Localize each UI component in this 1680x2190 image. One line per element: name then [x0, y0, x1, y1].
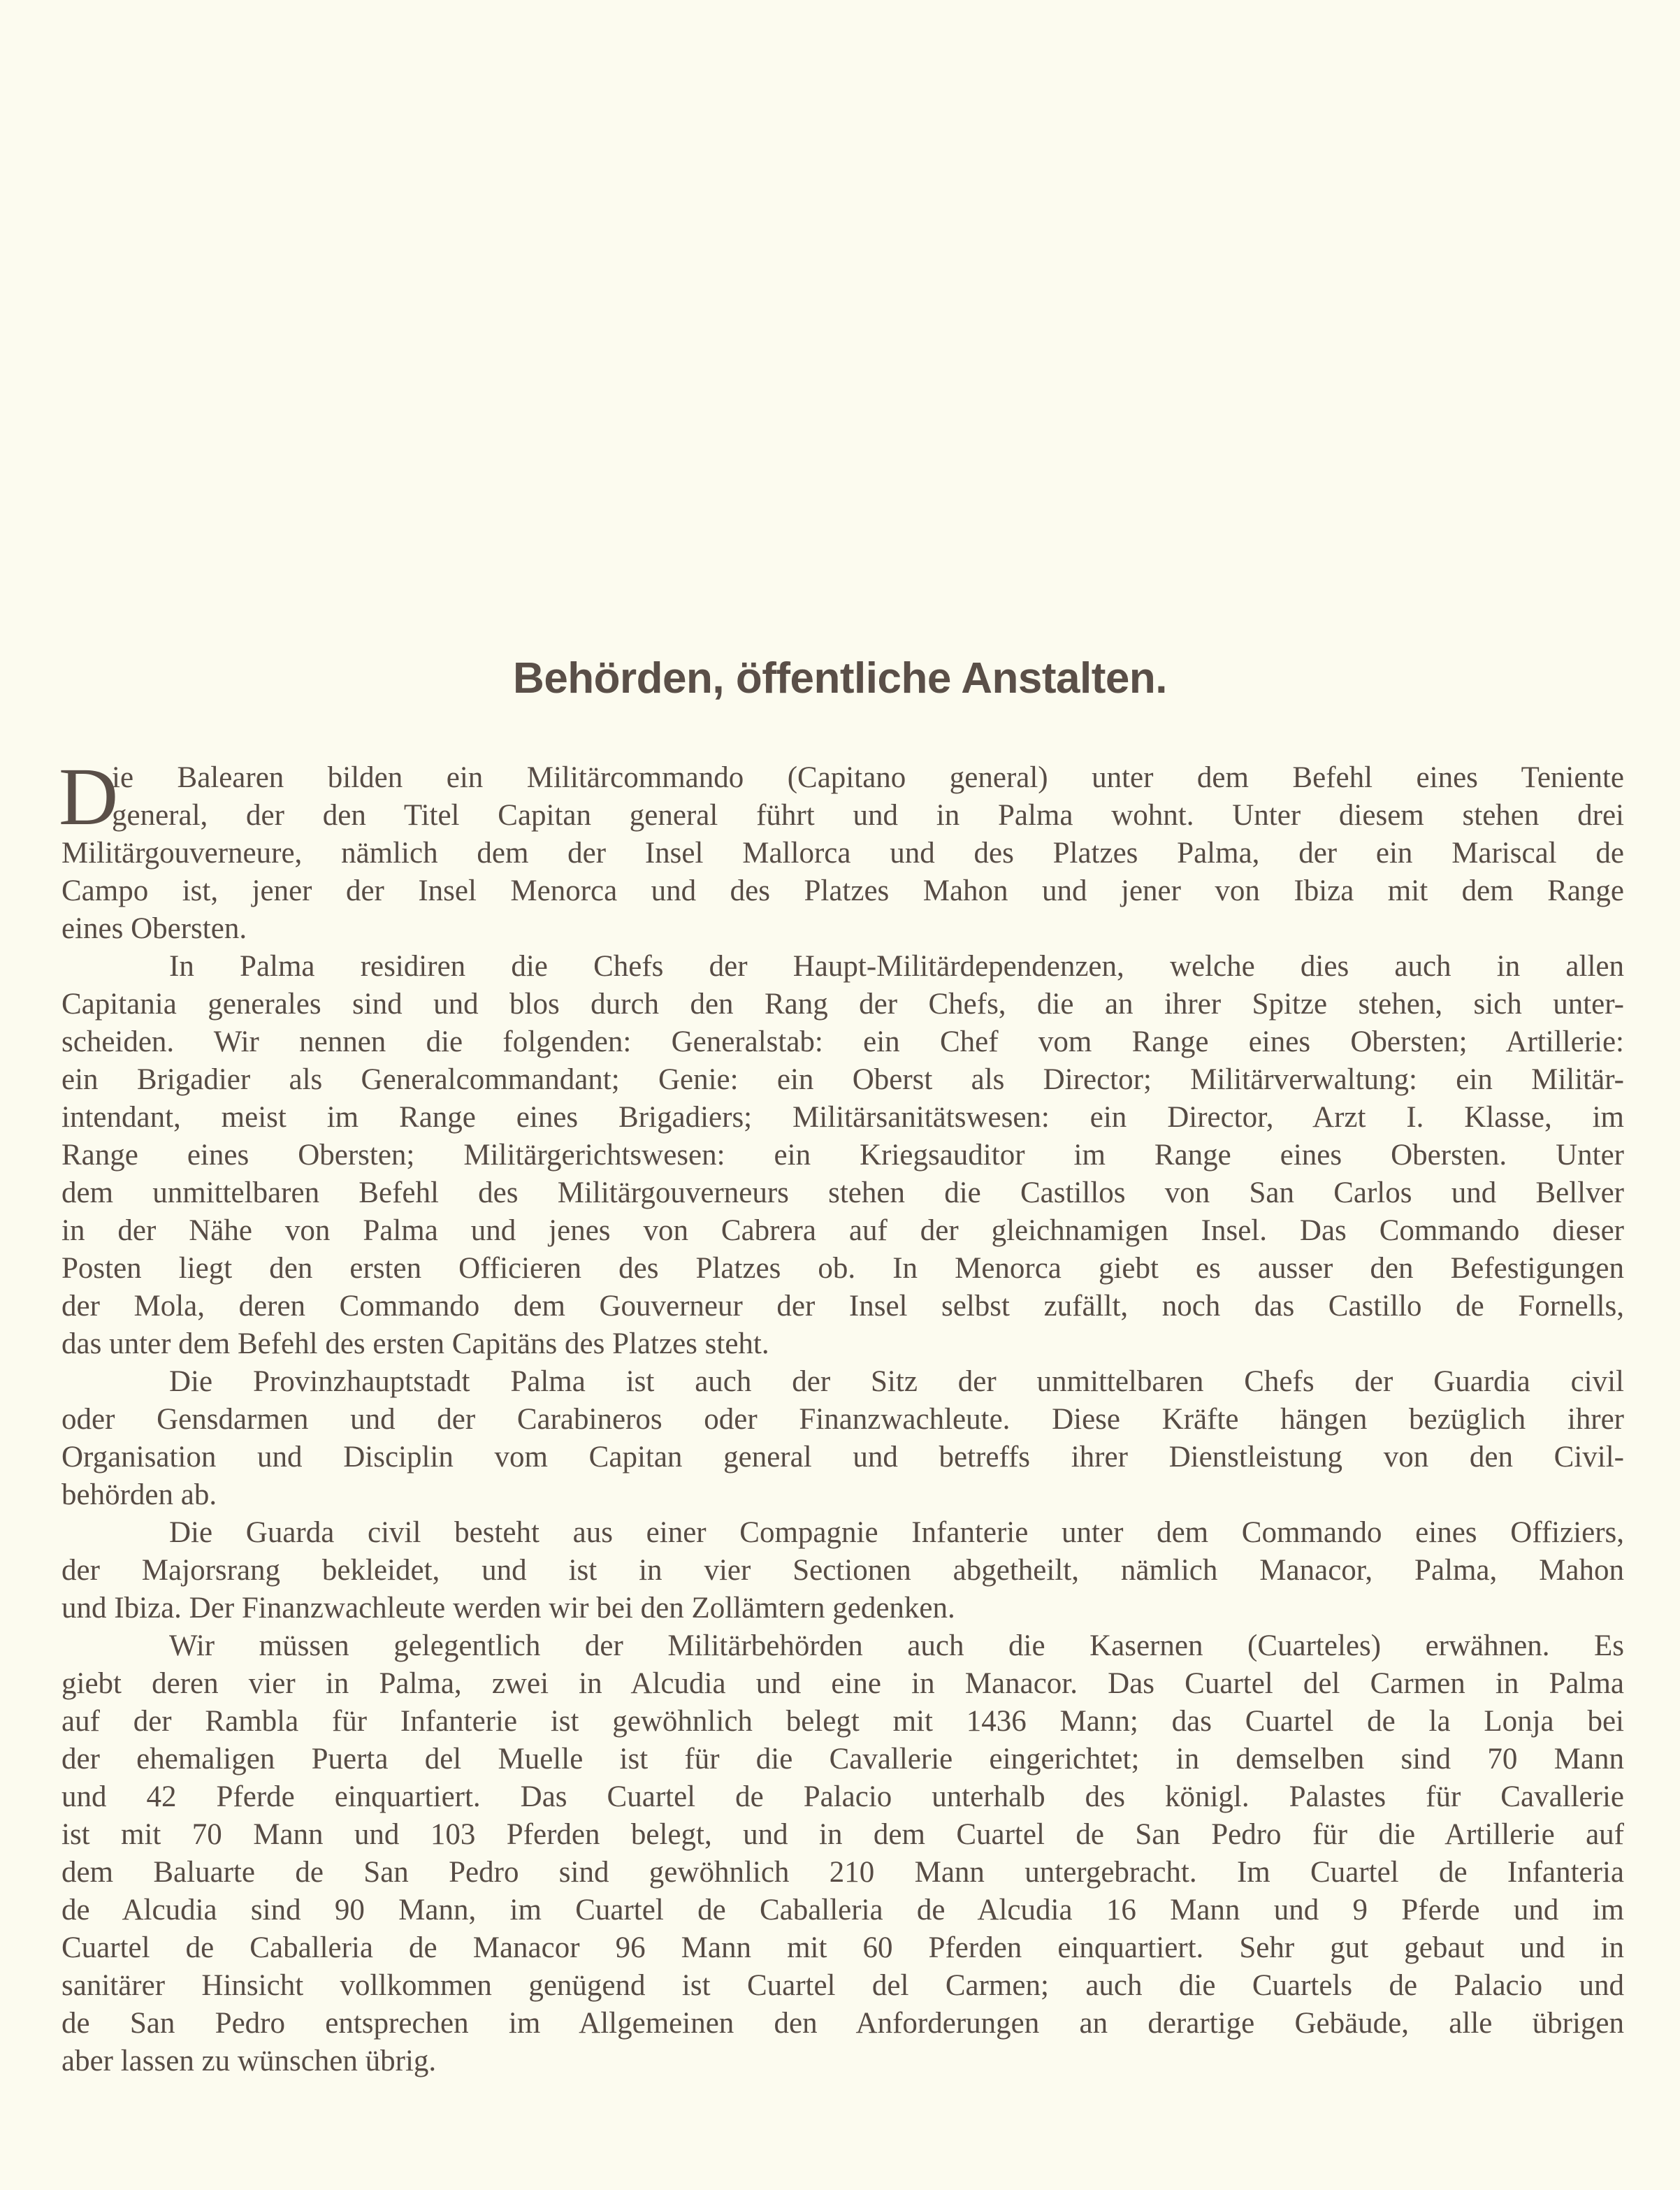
text-line: general, der den Titel Capitan general führt und in Palma wohnt. Unter diesem stehen drei: [112, 799, 1624, 832]
paragraph: [61, 1514, 1624, 1627]
text-line: der Mola, deren Commando dem Gouverneur der Insel selbst zufällt, noch das Castillo de Fornells,: [61, 1290, 1624, 1323]
text-line: Militärgouverneure, nämlich dem der Insel Mallorca und des Platzes Palma, der ein Mariscal de: [61, 837, 1624, 870]
text-line: Wir müssen gelegentlich der Militärbehörden auch die Kasernen (Cuarteles) erwähnen. Es: [169, 1629, 1624, 1662]
body-text: [59, 751, 1624, 2080]
drop-cap: D: [59, 751, 119, 842]
text-line: und 42 Pferde einquartiert. Das Cuartel de Palacio unterhalb des königl. Palastes für Cavallerie: [61, 1780, 1624, 1813]
text-line: eines Obersten.: [61, 912, 247, 945]
text-line: Cuartel de Caballeria de Manacor 96 Mann mit 60 Pferden einquartiert. Sehr gut gebaut und in: [61, 1931, 1624, 1964]
text-line: oder Gensdarmen und der Carabineros oder Finanzwachleute. Diese Kräfte hängen bezüglich ihrer: [61, 1403, 1624, 1436]
text-line: Organisation und Disciplin vom Capitan general und betreffs ihrer Dienstleistung von den Civil-: [61, 1441, 1624, 1474]
text-line: der ehemaligen Puerta del Muelle ist für die Cavallerie eingerichtet; in demselben sind 70 Mann: [61, 1743, 1624, 1775]
text-line: Capitania generales sind und blos durch den Rang der Chefs, die an ihrer Spitze stehen, sich unter-: [61, 988, 1624, 1021]
text-line: das unter dem Befehl des ersten Capitäns des Platzes steht.: [61, 1327, 769, 1360]
text-line: ein Brigadier als Generalcommandant; Genie: ein Oberst als Director; Militärverwaltung: ein Militär-: [61, 1063, 1624, 1096]
paragraph: [61, 1363, 1624, 1514]
text-line: Die Guarda civil besteht aus einer Compagnie Infanterie unter dem Commando eines Offiziers,: [169, 1516, 1624, 1549]
text-line: sanitärer Hinsicht vollkommen genügend ist Cuartel del Carmen; auch die Cuartels de Palacio und: [61, 1969, 1624, 2002]
page-title: Behörden, öffentliche Anstalten.: [513, 654, 1167, 703]
text-line: auf der Rambla für Infanterie ist gewöhnlich belegt mit 1436 Mann; das Cuartel de la Lonja bei: [61, 1705, 1624, 1738]
text-line: und Ibiza. Der Finanzwachleute werden wir bei den Zollämtern gedenken.: [61, 1592, 955, 1625]
text-line: in der Nähe von Palma und jenes von Cabrera auf der gleichnamigen Insel. Das Commando dieser: [61, 1214, 1624, 1247]
text-line: Campo ist, jener der Insel Menorca und des Platzes Mahon und jener von Ibiza mit dem Range: [61, 874, 1624, 907]
text-line: ist mit 70 Mann und 103 Pferden belegt, und in dem Cuartel de San Pedro für die Artillerie auf: [61, 1818, 1624, 1851]
text-line: behörden ab.: [61, 1478, 217, 1511]
text-line: Range eines Obersten; Militärgerichtswesen: ein Kriegsauditor im Range eines Obersten. Unter: [61, 1139, 1624, 1172]
text-line: giebt deren vier in Palma, zwei in Alcudia und eine in Manacor. Das Cuartel del Carmen in Palma: [61, 1667, 1624, 1700]
text-line: In Palma residiren die Chefs der Haupt-Militärdependenzen, welche dies auch in allen: [169, 950, 1624, 983]
paragraph: [61, 948, 1624, 1363]
text-line: Die Provinzhauptstadt Palma ist auch der Sitz der unmittelbaren Chefs der Guardia civil: [169, 1365, 1624, 1398]
text-line: der Majorsrang bekleidet, und ist in vier Sectionen abgetheilt, nämlich Manacor, Palma, Mahon: [61, 1554, 1624, 1587]
paragraph: [59, 751, 1624, 948]
text-line: de Alcudia sind 90 Mann, im Cuartel de Caballeria de Alcudia 16 Mann und 9 Pferde und im: [61, 1894, 1624, 1926]
text-line: Posten liegt den ersten Officieren des Platzes ob. In Menorca giebt es ausser den Befestigungen: [61, 1252, 1624, 1285]
text-line: scheiden. Wir nennen die folgenden: Generalstab: ein Chef vom Range eines Obersten; Artillerie:: [61, 1025, 1624, 1058]
text-line: dem Baluarte de San Pedro sind gewöhnlich 210 Mann untergebracht. Im Cuartel de Infanteria: [61, 1856, 1624, 1889]
text-line: aber lassen zu wünschen übrig.: [61, 2045, 437, 2077]
paragraph: [61, 1627, 1624, 2080]
text-line: dem unmittelbaren Befehl des Militärgouverneurs stehen die Castillos von San Carlos und Bellver: [61, 1176, 1624, 1209]
text-line: ie Balearen bilden ein Militärcommando (Capitano general) unter dem Befehl eines Teniente: [112, 761, 1624, 794]
text-line: intendant, meist im Range eines Brigadiers; Militärsanitätswesen: ein Director, Arzt I. Klasse, im: [61, 1101, 1624, 1134]
text-line: de San Pedro entsprechen im Allgemeinen den Anforderungen an derartige Gebäude, alle übrigen: [61, 2007, 1624, 2040]
